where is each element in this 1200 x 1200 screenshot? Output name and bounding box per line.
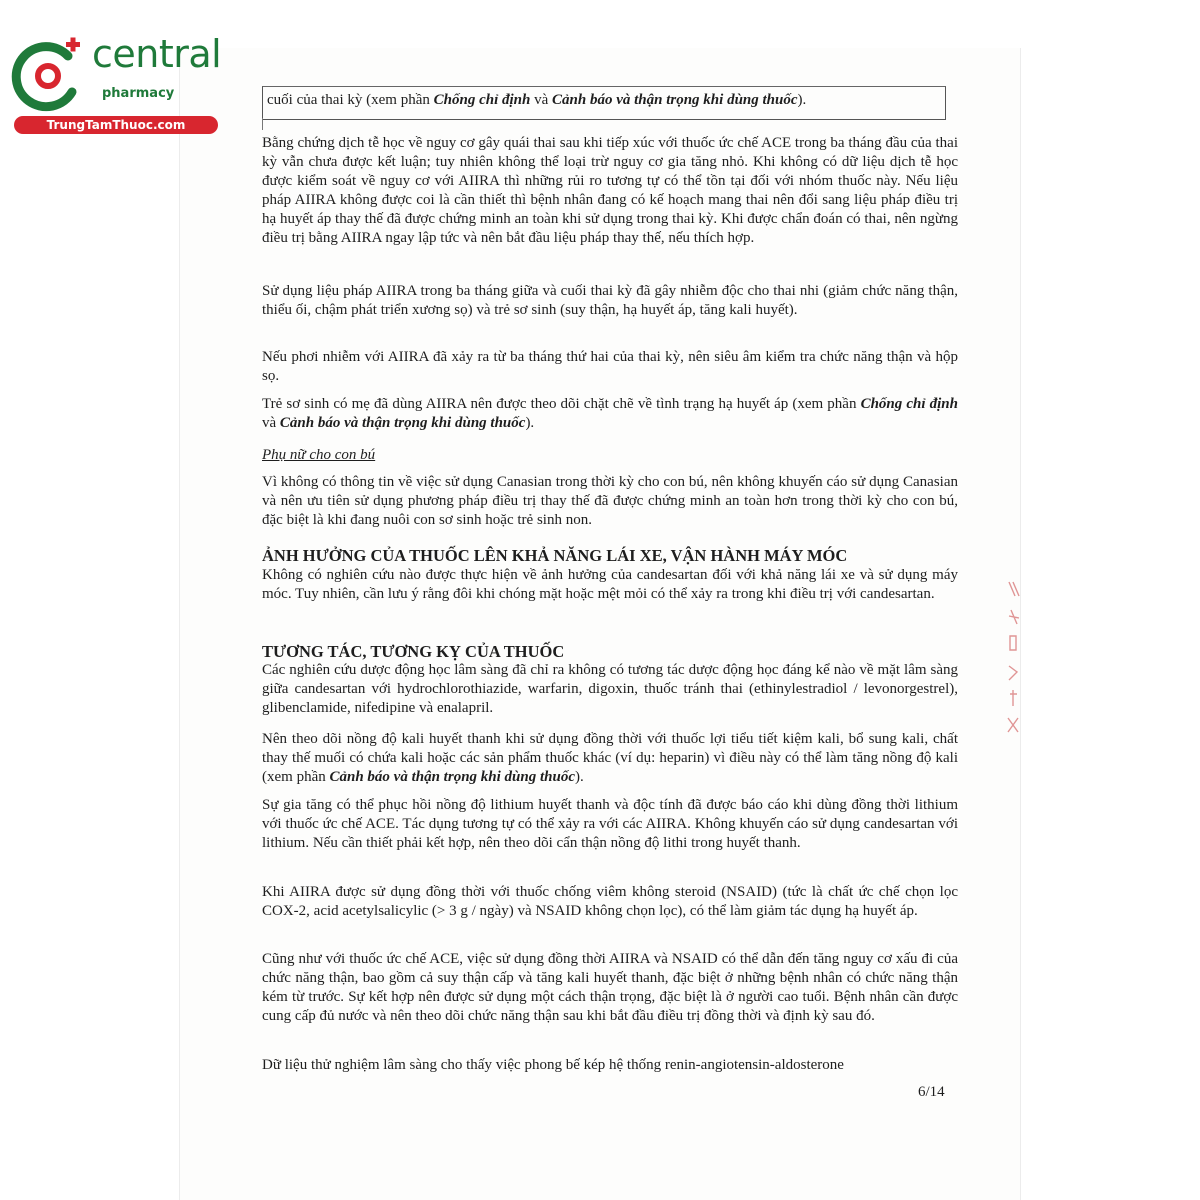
page-number: 6/14 bbox=[918, 1084, 945, 1100]
paragraph-newborn-monitoring: Trẻ sơ sinh có mẹ đã dùng AIIRA nên được theo dõi chặt chẽ về tình trạng hạ huyết áp (xem phần Chống chỉ định và Cảnh báo và thận trọng khi dùng thuốc). bbox=[262, 396, 958, 431]
subheading-breastfeeding: Phụ nữ cho con bú bbox=[262, 447, 376, 463]
paragraph-driving-effects: Không có nghiên cứu nào được thực hiện về ảnh hưởng của candesartan đối với khả năng lái xe và sử dụng máy móc. Tuy nhiên, cần lưu ý rằng đôi khi chóng mặt hoặc mệt mỏi có thể xảy ra trong khi điều trị với candesartan. bbox=[262, 567, 958, 602]
logo-subtitle: pharmacy bbox=[102, 86, 175, 101]
logo-website: TrungTamThuoc.com bbox=[14, 116, 218, 134]
stamp-mark-icon bbox=[1003, 576, 1023, 736]
paragraph-renal-risk: Cũng như với thuốc ức chế ACE, việc sử dụng đồng thời AIIRA và NSAID có thể dẫn đến tăng nguy cơ xấu đi của chức năng thận, bao gồm cả suy thận cấp và tăng kali huyết thanh, đặc biệt ở những bệnh nhân có chức năng thận kém từ trước. Sự kết hợp nên được sử dụng một cách thận trọng, đặc biệt là ở người cao tuổi. Bệnh nhân cần được cung cấp đủ nước và nên theo dõi chức năng thận sau khi bắt đầu điều trị đồng thời và định kỳ sau đó. bbox=[262, 951, 958, 1024]
logo-name: central bbox=[92, 32, 222, 76]
central-pharmacy-logo bbox=[10, 32, 222, 136]
continuation-text: cuối của thai kỳ (xem phần Chống chỉ định và Cảnh báo và thận trọng khi dùng thuốc). bbox=[267, 92, 807, 108]
heading-interactions: TƯƠNG TÁC, TƯƠNG KỴ CỦA THUỐC bbox=[262, 642, 565, 661]
logo-mark-icon bbox=[10, 36, 90, 116]
paragraph-potassium-monitoring: Nên theo dõi nồng độ kali huyết thanh khi sử dụng đồng thời với thuốc lợi tiểu tiết kiệm kali, bổ sung kali, chất thay thế muối có chứa kali hoặc các sản phẩm thuốc khác (ví dụ: heparin) vì điều này có thể làm tăng nồng độ kali (xem phần Cảnh báo và thận trọng khi dùng thuốc). bbox=[262, 731, 958, 785]
paragraph-pharmacokinetic-interactions: Các nghiên cứu dược động học lâm sàng đã chỉ ra không có tương tác dược động học đáng kể nào về mặt lâm sàng giữa candesartan với hydrochlorothiazide, warfarin, digoxin, thuốc tránh thai (ethinylestradiol / levonorgestrel), glibenclamide, nifedipine và enalapril. bbox=[262, 662, 958, 716]
paragraph-teratogenic-risk: Bằng chứng dịch tễ học về nguy cơ gây quái thai sau khi tiếp xúc với thuốc ức chế ACE trong ba tháng đầu của thai kỳ vẫn chưa được kết luận; tuy nhiên không thể loại trừ nguy cơ gia tăng nhỏ. Khi không có dữ liệu dịch tễ học được kiểm soát về nguy cơ với AIIRA thì những rủi ro tương tự có thể tồn tại đối với nhóm thuốc này. Nếu liệu pháp AIIRA không được coi là cần thiết thì bệnh nhân đang có kế hoạch mang thai nên đổi sang liệu pháp điều trị hạ huyết áp thay thế đã được chứng minh an toàn khi sử dụng trong thai kỳ. Khi được chẩn đoán có thai, nên ngừng điều trị bằng AIIRA ngay lập tức và nên bắt đầu liệu pháp thay thế, nếu thích hợp. bbox=[262, 135, 958, 246]
paragraph-breastfeeding: Vì không có thông tin về việc sử dụng Canasian trong thời kỳ cho con bú, nên không khuyến cáo sử dụng Canasian và nên ưu tiên sử dụng phương pháp điều trị thay thế đã được chứng minh an toàn hơn trong thời kỳ cho con bú, đặc biệt là khi đang nuôi con sơ sinh hoặc trẻ sinh non. bbox=[262, 474, 958, 528]
paragraph-lithium: Sự gia tăng có thể phục hồi nồng độ lithium huyết thanh và độc tính đã được báo cáo khi dùng đồng thời lithium với thuốc ức chế ACE. Tác dụng tương tự có thể xảy ra với các AIIRA. Không khuyến cáo sử dụng candesartan với lithium. Nếu cần thiết phải kết hợp, nên theo dõi cẩn thận nồng độ lithi trong huyết thanh. bbox=[262, 797, 958, 851]
continuation-box bbox=[262, 86, 946, 120]
paragraph-ultrasound-check: Nếu phơi nhiễm với AIIRA đã xảy ra từ ba tháng thứ hai của thai kỳ, nên siêu âm kiểm tra chức năng thận và hộp sọ. bbox=[262, 349, 958, 384]
paragraph-nsaid-effect: Khi AIIRA được sử dụng đồng thời với thuốc chống viêm không steroid (NSAID) (tức là chất ức chế chọn lọc COX-2, acid acetylsalicylic (> 3 g / ngày) và NSAID không chọn lọc), có thể làm giảm tác dụng hạ huyết áp. bbox=[262, 884, 958, 919]
heading-driving-effects: ẢNH HƯỞNG CỦA THUỐC LÊN KHẢ NĂNG LÁI XE, VẬN HÀNH MÁY MÓC bbox=[262, 546, 848, 565]
paragraph-fetal-toxicity: Sử dụng liệu pháp AIIRA trong ba tháng giữa và cuối thai kỳ đã gây nhiễm độc cho thai nhi (giảm chức năng thận, thiểu ối, chậm phát triển xương sọ) và trẻ sơ sinh (suy thận, hạ huyết áp, tăng kali huyết). bbox=[262, 283, 958, 318]
paragraph-dual-blockade: Dữ liệu thử nghiệm lâm sàng cho thấy việc phong bế kép hệ thống renin-angiotensin-aldosterone bbox=[262, 1057, 844, 1073]
box-tick-line bbox=[262, 118, 263, 130]
